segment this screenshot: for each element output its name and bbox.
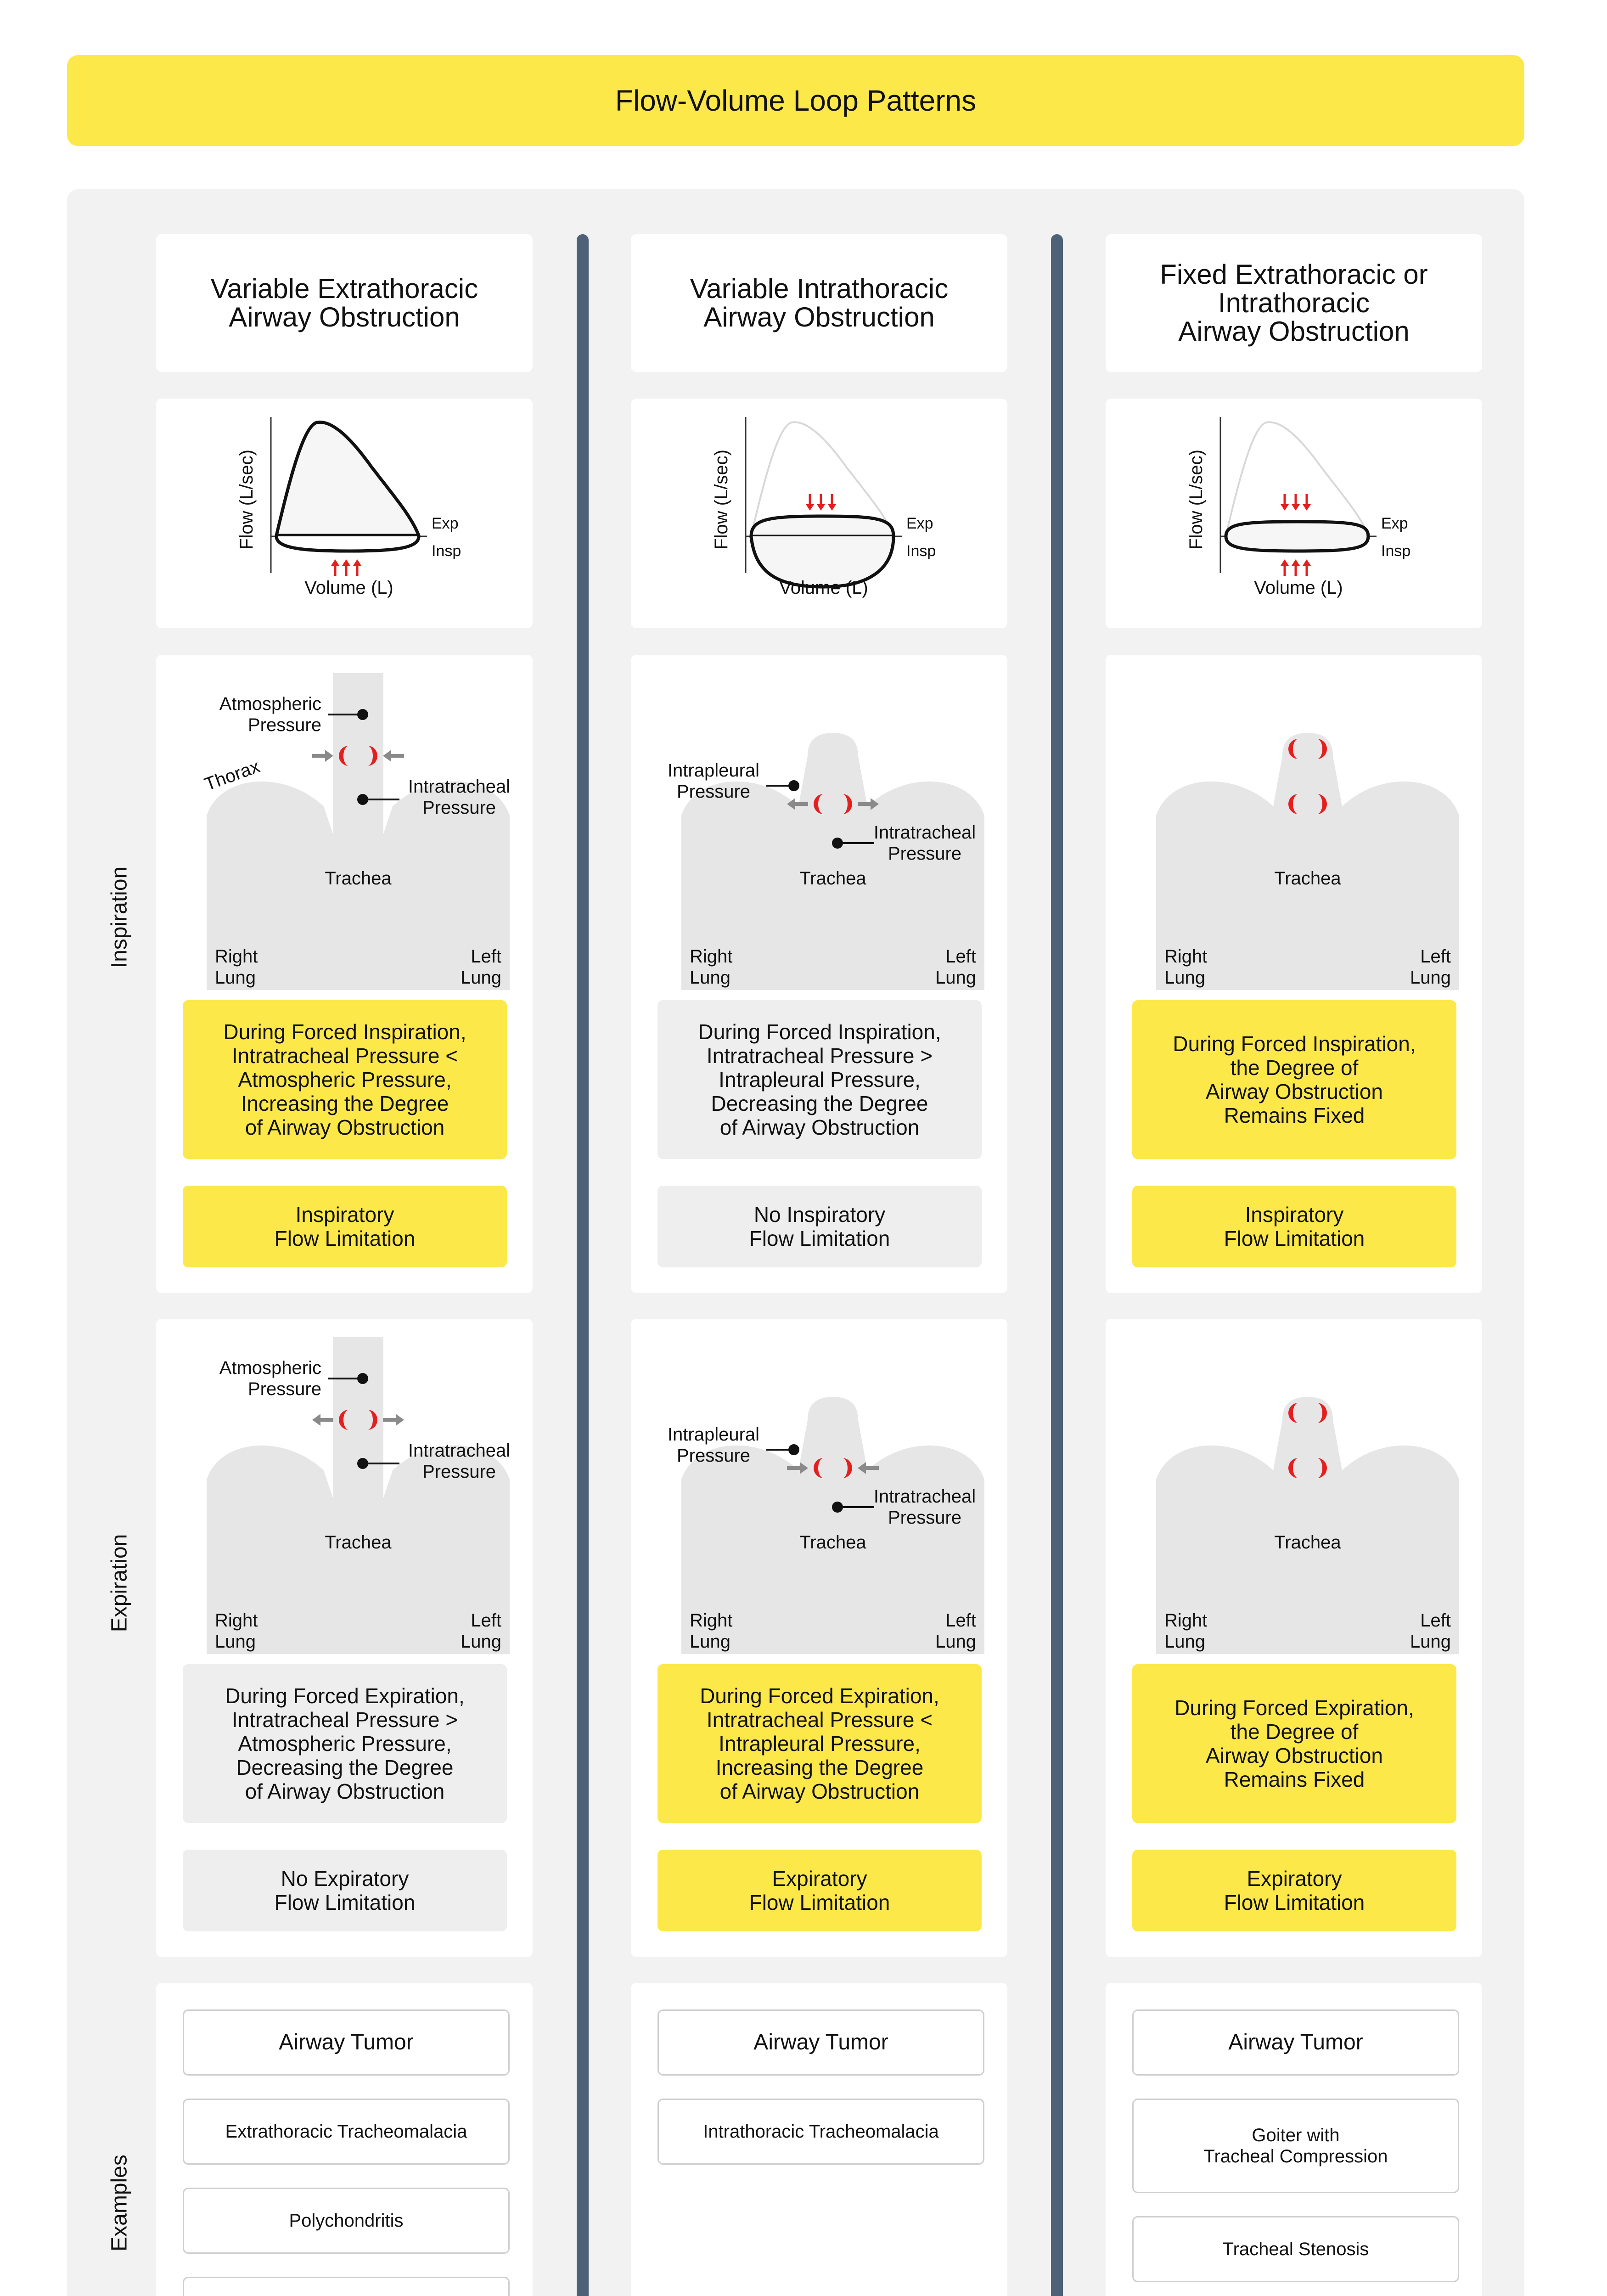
red-arrow-down-icon xyxy=(828,504,836,511)
left-lung-label: Left Lung xyxy=(935,1610,976,1652)
trachea-label: Trachea xyxy=(1274,868,1341,889)
example-item: Polychondritis xyxy=(183,2188,510,2254)
expiration-limitation-box: No Expiratory Flow Limitation xyxy=(183,1850,507,1931)
intratracheal-pressure-label: Intratracheal Pressure xyxy=(873,822,976,864)
pressure-arrow-head-icon xyxy=(396,1414,404,1426)
example-item: Airway Tumor xyxy=(1132,2009,1459,2076)
label-leader-dot xyxy=(357,709,368,720)
red-arrow-down-icon xyxy=(1292,504,1300,511)
column-divider xyxy=(1051,234,1063,2296)
example-item xyxy=(183,2277,510,2296)
inspiration-mechanism-box: During Forced Inspiration, Intratracheal Pressure < Atmospheric Pressure, Increasing the Degree of Airway Obstruction xyxy=(183,1000,507,1159)
inspiration-limitation-box: Inspiratory Flow Limitation xyxy=(1132,1186,1456,1267)
red-arrow-up-icon xyxy=(342,559,350,566)
row-label-inspiration: Inspiration xyxy=(107,866,132,968)
trachea-label: Trachea xyxy=(1274,1532,1341,1553)
left-lung-label: Left Lung xyxy=(461,1610,501,1652)
row-label-examples: Examples xyxy=(107,2155,132,2251)
intratracheal-pressure-label: Intratracheal Pressure xyxy=(873,1486,976,1528)
intrapleural-pressure-label: Intrapleural Pressure xyxy=(667,1424,760,1466)
flow-volume-loop-diagram xyxy=(156,399,533,628)
column-title: Variable Extrathoracic Airway Obstruction xyxy=(156,234,533,372)
pressure-arrow-head-icon xyxy=(312,1414,320,1426)
column-title: Fixed Extrathoracic or Intrathoracic Airway Obstruction xyxy=(1106,234,1482,372)
inspiration-mechanism-box: During Forced Inspiration, Intratracheal Pressure > Intrapleural Pressure, Decreasing the Degree of Airway Obstruction xyxy=(657,1000,982,1159)
thorax-label: Thorax xyxy=(202,756,263,795)
row-label-expiration: Expiration xyxy=(107,1534,132,1632)
pressure-arrow-head-icon xyxy=(383,750,391,762)
flow-axis-label: Flow (L/sec) xyxy=(1186,450,1206,550)
expiration-limitation-box: Expiratory Flow Limitation xyxy=(657,1850,982,1931)
inspiration-mechanism-box: During Forced Inspiration, the Degree of Airway Obstruction Remains Fixed xyxy=(1132,1000,1456,1159)
left-lung-label: Left Lung xyxy=(1410,1610,1451,1652)
inspiration-limitation-box: No Inspiratory Flow Limitation xyxy=(657,1186,982,1267)
flow-volume-loop-diagram xyxy=(631,399,1007,628)
label-leader-dot xyxy=(357,1458,368,1469)
inspiration-limitation-box: Inspiratory Flow Limitation xyxy=(183,1186,507,1267)
expiration-limitation-box: Expiratory Flow Limitation xyxy=(1132,1850,1456,1931)
label-leader-dot xyxy=(788,780,799,791)
example-item: Extrathoracic Tracheomalacia xyxy=(183,2099,510,2165)
flattened-loop xyxy=(1226,522,1368,551)
left-lung-label: Left Lung xyxy=(935,946,976,988)
volume-axis-label: Volume (L) xyxy=(779,578,868,598)
intratracheal-pressure-label: Intratracheal Pressure xyxy=(408,1441,511,1482)
exp-label: Exp xyxy=(1381,515,1408,532)
expiration-anatomy-diagram xyxy=(170,1333,519,1659)
expiration-mechanism-box: During Forced Expiration, the Degree of Airway Obstruction Remains Fixed xyxy=(1132,1664,1456,1823)
left-lung-label: Left Lung xyxy=(461,946,501,988)
label-leader-dot xyxy=(788,1444,799,1455)
trachea-label: Trachea xyxy=(325,1532,392,1553)
red-arrow-up-icon xyxy=(1292,559,1300,566)
red-arrow-down-icon xyxy=(817,504,825,511)
expiration-mechanism-box: During Forced Expiration, Intratracheal Pressure < Intrapleural Pressure, Increasing the Degree of Airway Obstruction xyxy=(657,1664,982,1823)
red-arrow-up-icon xyxy=(1303,559,1311,566)
column-divider xyxy=(577,234,589,2296)
insp-label: Insp xyxy=(906,542,936,560)
exp-label: Exp xyxy=(906,515,933,532)
inspiration-anatomy-diagram xyxy=(1119,669,1468,995)
expiration-anatomy-diagram xyxy=(645,1333,994,1659)
page-title: Flow-Volume Loop Patterns xyxy=(67,55,1524,146)
example-item: Intrathoracic Tracheomalacia xyxy=(657,2099,984,2165)
red-arrow-down-icon xyxy=(1281,504,1289,511)
atmospheric-pressure-label: Atmospheric Pressure xyxy=(219,694,321,735)
expiration-anatomy-diagram xyxy=(1119,1333,1468,1659)
example-item: Goiter with Tracheal Compression xyxy=(1132,2099,1459,2193)
expiratory-curve xyxy=(276,422,419,535)
flow-volume-loop-diagram xyxy=(1106,399,1482,628)
example-item: Airway Tumor xyxy=(183,2009,510,2076)
right-lung-label: Right Lung xyxy=(1164,946,1208,988)
intrapleural-pressure-label: Intrapleural Pressure xyxy=(667,760,760,802)
label-leader-dot xyxy=(357,1373,368,1384)
red-arrow-down-icon xyxy=(806,504,814,511)
trachea-label: Trachea xyxy=(799,868,866,889)
insp-label: Insp xyxy=(432,542,461,560)
right-lung-label: Right Lung xyxy=(215,946,258,988)
atmospheric-pressure-label: Atmospheric Pressure xyxy=(219,1358,321,1399)
example-item: Tracheal Stenosis xyxy=(1132,2216,1459,2282)
trachea-label: Trachea xyxy=(799,1532,866,1553)
left-lung-label: Left Lung xyxy=(1410,946,1451,988)
flow-axis-label: Flow (L/sec) xyxy=(711,450,731,550)
flattened-inspiratory-curve xyxy=(276,536,419,551)
right-lung-label: Right Lung xyxy=(690,1610,733,1652)
pressure-arrow-head-icon xyxy=(325,750,333,762)
red-arrow-up-icon xyxy=(1281,559,1289,566)
red-arrow-down-icon xyxy=(1303,504,1311,511)
insp-label: Insp xyxy=(1381,542,1411,560)
intratracheal-pressure-label: Intratracheal Pressure xyxy=(408,777,511,818)
right-lung-label: Right Lung xyxy=(215,1610,258,1652)
trachea-label: Trachea xyxy=(325,868,392,889)
inspiration-anatomy-diagram xyxy=(170,669,519,995)
label-leader-dot xyxy=(357,794,368,805)
normal-expiratory-outline xyxy=(1226,422,1368,535)
inspiration-anatomy-diagram xyxy=(645,669,994,995)
volume-axis-label: Volume (L) xyxy=(1254,578,1343,598)
right-lung-label: Right Lung xyxy=(1164,1610,1208,1652)
expiration-mechanism-box: During Forced Expiration, Intratracheal Pressure > Atmospheric Pressure, Decreasing the Degree of Airway Obstruction xyxy=(183,1664,507,1823)
right-lung-label: Right Lung xyxy=(690,946,733,988)
column-title: Variable Intrathoracic Airway Obstruction xyxy=(631,234,1007,372)
red-arrow-up-icon xyxy=(331,559,339,566)
flattened-expiratory-curve xyxy=(751,516,893,536)
label-leader-dot xyxy=(832,838,843,849)
label-leader-dot xyxy=(832,1502,843,1513)
flow-axis-label: Flow (L/sec) xyxy=(236,450,257,550)
red-arrow-up-icon xyxy=(353,559,361,566)
exp-label: Exp xyxy=(432,515,459,532)
volume-axis-label: Volume (L) xyxy=(304,578,393,598)
example-item: Airway Tumor xyxy=(657,2009,984,2076)
